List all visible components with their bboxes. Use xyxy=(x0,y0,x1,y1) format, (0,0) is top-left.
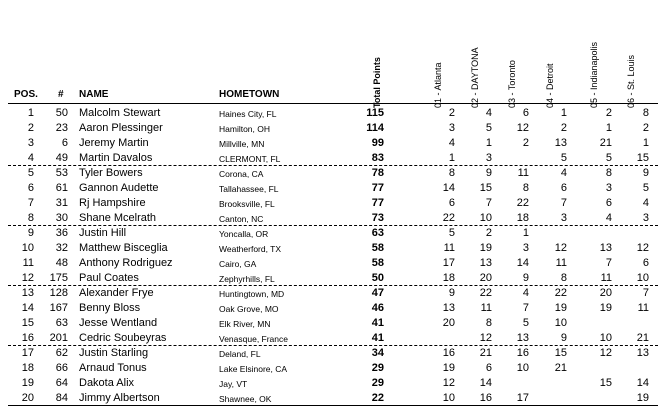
header-total-points: Total Points xyxy=(372,57,382,108)
table-row xyxy=(0,241,666,256)
total-points-cell: 77 xyxy=(371,197,384,209)
round-5-points-cell: 13 xyxy=(599,242,612,254)
rider-number-cell: 36 xyxy=(55,227,68,239)
round-4-points-cell: 11 xyxy=(555,257,567,269)
hometown-cell: Oak Grove, MO xyxy=(219,304,279,314)
rider-number-cell: 48 xyxy=(55,257,68,269)
round-1-points-cell: 10 xyxy=(442,392,455,404)
position-cell: 10 xyxy=(21,242,34,254)
round-4-points-cell: 10 xyxy=(554,317,567,329)
round-5-points-cell: 19 xyxy=(599,302,612,314)
table-row xyxy=(0,301,666,316)
total-points-cell: 114 xyxy=(366,122,384,134)
table-row xyxy=(0,316,666,331)
header-divider xyxy=(8,103,658,104)
round-1-points-cell: 1 xyxy=(448,152,455,164)
round-5-points-cell: 10 xyxy=(599,332,612,344)
position-cell: 18 xyxy=(21,362,34,374)
round-2-points-cell: 7 xyxy=(485,197,492,209)
rider-number-cell: 167 xyxy=(49,302,68,314)
round-5-points-cell: 11 xyxy=(600,272,612,284)
round-5-points-cell: 8 xyxy=(605,167,612,179)
table-row xyxy=(0,346,666,361)
round-4-points-cell: 5 xyxy=(560,152,567,164)
rider-name-cell: Benny Bloss xyxy=(79,302,141,314)
total-points-cell: 115 xyxy=(366,107,384,119)
round-3-points-cell: 13 xyxy=(516,332,529,344)
position-cell: 12 xyxy=(21,272,34,284)
total-points-cell: 99 xyxy=(371,137,384,149)
position-cell: 15 xyxy=(21,317,34,329)
rider-name-cell: Justin Starling xyxy=(79,347,149,359)
round-3-points-cell: 8 xyxy=(522,182,529,194)
header-round-1: 01 - Atlanta xyxy=(433,62,443,108)
round-2-points-cell: 14 xyxy=(479,377,492,389)
total-points-cell: 29 xyxy=(371,362,384,374)
round-5-points-cell: 21 xyxy=(599,137,612,149)
rider-name-cell: Anthony Rodriguez xyxy=(79,257,173,269)
hometown-cell: Huntingtown, MD xyxy=(219,289,285,299)
position-cell: 17 xyxy=(21,347,34,359)
round-5-points-cell: 6 xyxy=(605,197,612,209)
total-points-cell: 58 xyxy=(371,257,384,269)
total-points-cell: 41 xyxy=(371,317,384,329)
position-cell: 20 xyxy=(21,392,34,404)
round-1-points-cell: 3 xyxy=(448,122,455,134)
round-1-points-cell: 8 xyxy=(448,167,455,179)
rider-number-cell: 64 xyxy=(55,377,68,389)
round-6-points-cell: 14 xyxy=(636,377,649,389)
rider-name-cell: Matthew Bisceglia xyxy=(79,242,168,254)
rider-number-cell: 53 xyxy=(55,167,68,179)
total-points-cell: 50 xyxy=(371,272,384,284)
rider-number-cell: 49 xyxy=(55,152,68,164)
round-1-points-cell: 9 xyxy=(448,287,455,299)
position-cell: 7 xyxy=(27,197,34,209)
round-1-points-cell: 18 xyxy=(442,272,455,284)
total-points-cell: 34 xyxy=(371,347,384,359)
table-row xyxy=(0,271,666,286)
header-name: NAME xyxy=(79,89,109,100)
round-1-points-cell: 5 xyxy=(448,227,455,239)
rider-name-cell: Shane Mcelrath xyxy=(79,212,157,224)
position-cell: 6 xyxy=(27,182,34,194)
round-2-points-cell: 3 xyxy=(485,152,492,164)
round-6-points-cell: 21 xyxy=(636,332,649,344)
rider-name-cell: Malcolm Stewart xyxy=(79,107,161,119)
round-6-points-cell: 10 xyxy=(636,272,649,284)
round-3-points-cell: 4 xyxy=(522,287,529,299)
round-2-points-cell: 11 xyxy=(480,302,492,314)
round-6-points-cell: 11 xyxy=(637,302,649,314)
rider-number-cell: 50 xyxy=(55,107,68,119)
round-6-points-cell: 5 xyxy=(642,182,649,194)
rider-name-cell: Gannon Audette xyxy=(79,182,159,194)
round-4-points-cell: 13 xyxy=(554,137,567,149)
rider-name-cell: Justin Hill xyxy=(79,227,127,239)
round-3-points-cell: 14 xyxy=(516,257,529,269)
rider-name-cell: Jimmy Albertson xyxy=(79,392,160,404)
hometown-cell: Millville, MN xyxy=(219,139,265,149)
table-row xyxy=(0,196,666,211)
hometown-cell: Tallahassee, FL xyxy=(219,184,279,194)
rider-number-cell: 128 xyxy=(49,287,68,299)
table-row xyxy=(0,166,666,181)
table-row xyxy=(0,256,666,271)
hometown-cell: Jay, VT xyxy=(219,379,248,389)
round-1-points-cell: 11 xyxy=(443,242,455,254)
hometown-cell: Venasque, France xyxy=(219,334,288,344)
round-4-points-cell: 8 xyxy=(560,272,567,284)
round-3-points-cell: 12 xyxy=(516,122,529,134)
hometown-cell: Elk River, MN xyxy=(219,319,271,329)
table-row xyxy=(0,136,666,151)
round-2-points-cell: 10 xyxy=(479,212,492,224)
round-6-points-cell: 3 xyxy=(642,212,649,224)
rider-number-cell: 63 xyxy=(55,317,68,329)
rider-name-cell: Cedric Soubeyras xyxy=(79,332,167,344)
hometown-cell: Yoncalla, OR xyxy=(219,229,269,239)
round-2-points-cell: 2 xyxy=(485,227,492,239)
table-row xyxy=(0,286,666,301)
hometown-cell: Shawnee, OK xyxy=(219,394,272,404)
position-cell: 8 xyxy=(27,212,34,224)
round-5-points-cell: 12 xyxy=(599,347,612,359)
header-round-5: 05 - Indianapolis xyxy=(589,41,599,108)
round-3-points-cell: 16 xyxy=(516,347,529,359)
round-5-points-cell: 20 xyxy=(599,287,612,299)
rider-number-cell: 6 xyxy=(61,137,68,149)
round-2-points-cell: 12 xyxy=(479,332,492,344)
round-6-points-cell: 6 xyxy=(642,257,649,269)
table-row xyxy=(0,211,666,226)
round-2-points-cell: 16 xyxy=(479,392,492,404)
rider-name-cell: Jesse Wentland xyxy=(79,317,158,329)
round-5-points-cell: 3 xyxy=(605,182,612,194)
round-6-points-cell: 13 xyxy=(636,347,649,359)
row-divider xyxy=(8,405,658,406)
header-round-4: 04 - Detroit xyxy=(545,63,555,108)
header-round-2: 02 - DAYTONA xyxy=(470,47,480,108)
round-4-points-cell: 7 xyxy=(560,197,567,209)
rider-number-cell: 32 xyxy=(55,242,68,254)
round-5-points-cell: 4 xyxy=(605,212,612,224)
hometown-cell: Cairo, GA xyxy=(219,259,257,269)
round-1-points-cell: 13 xyxy=(442,302,455,314)
position-cell: 16 xyxy=(21,332,34,344)
rider-number-cell: 23 xyxy=(55,122,68,134)
round-2-points-cell: 8 xyxy=(485,317,492,329)
total-points-cell: 46 xyxy=(371,302,384,314)
total-points-cell: 63 xyxy=(371,227,384,239)
round-2-points-cell: 21 xyxy=(479,347,492,359)
round-4-points-cell: 2 xyxy=(560,122,567,134)
rider-number-cell: 66 xyxy=(55,362,68,374)
total-points-cell: 22 xyxy=(371,392,384,404)
round-3-points-cell: 2 xyxy=(522,137,529,149)
rider-name-cell: Jeremy Martin xyxy=(79,137,149,149)
rider-name-cell: Alexander Frye xyxy=(79,287,154,299)
rider-name-cell: Rj Hampshire xyxy=(79,197,146,209)
round-2-points-cell: 20 xyxy=(479,272,492,284)
total-points-cell: 77 xyxy=(371,182,384,194)
round-4-points-cell: 22 xyxy=(554,287,567,299)
hometown-cell: Lake Elsinore, CA xyxy=(219,364,288,374)
rider-name-cell: Dakota Alix xyxy=(79,377,135,389)
round-4-points-cell: 19 xyxy=(554,302,567,314)
rider-number-cell: 62 xyxy=(55,347,68,359)
round-2-points-cell: 9 xyxy=(485,167,492,179)
position-cell: 13 xyxy=(21,287,34,299)
header-pos: POS. xyxy=(14,89,38,100)
round-2-points-cell: 4 xyxy=(485,107,492,119)
round-4-points-cell: 9 xyxy=(560,332,567,344)
round-4-points-cell: 6 xyxy=(560,182,567,194)
rider-name-cell: Arnaud Tonus xyxy=(79,362,147,374)
round-6-points-cell: 1 xyxy=(642,137,649,149)
round-4-points-cell: 1 xyxy=(560,107,567,119)
round-5-points-cell: 1 xyxy=(605,122,612,134)
header-hometown: HOMETOWN xyxy=(219,89,280,100)
round-1-points-cell: 17 xyxy=(442,257,455,269)
table-row xyxy=(0,106,666,121)
round-2-points-cell: 22 xyxy=(479,287,492,299)
round-3-points-cell: 10 xyxy=(516,362,529,374)
round-3-points-cell: 18 xyxy=(516,212,529,224)
round-2-points-cell: 6 xyxy=(485,362,492,374)
total-points-cell: 78 xyxy=(371,167,384,179)
round-3-points-cell: 6 xyxy=(522,107,529,119)
rider-name-cell: Paul Coates xyxy=(79,272,139,284)
round-2-points-cell: 5 xyxy=(485,122,492,134)
round-5-points-cell: 5 xyxy=(605,152,612,164)
position-cell: 11 xyxy=(22,257,34,269)
round-2-points-cell: 19 xyxy=(479,242,492,254)
position-cell: 19 xyxy=(21,377,34,389)
round-4-points-cell: 4 xyxy=(560,167,567,179)
round-1-points-cell: 6 xyxy=(448,197,455,209)
hometown-cell: Corona, CA xyxy=(219,169,264,179)
table-row xyxy=(0,121,666,136)
position-cell: 4 xyxy=(27,152,34,164)
table-row xyxy=(0,226,666,241)
round-3-points-cell: 11 xyxy=(517,167,529,179)
round-3-points-cell: 5 xyxy=(522,317,529,329)
round-5-points-cell: 2 xyxy=(605,107,612,119)
rider-name-cell: Tyler Bowers xyxy=(79,167,143,179)
header-number: # xyxy=(58,89,64,100)
hometown-cell: Hamilton, OH xyxy=(219,124,271,134)
round-6-points-cell: 15 xyxy=(636,152,649,164)
round-3-points-cell: 1 xyxy=(522,227,529,239)
total-points-cell: 73 xyxy=(371,212,384,224)
round-6-points-cell: 7 xyxy=(642,287,649,299)
round-5-points-cell: 15 xyxy=(599,377,612,389)
round-1-points-cell: 22 xyxy=(442,212,455,224)
round-2-points-cell: 1 xyxy=(485,137,492,149)
table-row xyxy=(0,361,666,376)
round-5-points-cell: 7 xyxy=(605,257,612,269)
round-6-points-cell: 8 xyxy=(642,107,649,119)
table-row xyxy=(0,391,666,406)
rider-number-cell: 201 xyxy=(49,332,68,344)
position-cell: 3 xyxy=(27,137,34,149)
rider-number-cell: 61 xyxy=(55,182,68,194)
header-round-6: 06 - St. Louis xyxy=(626,54,636,108)
total-points-cell: 47 xyxy=(371,287,384,299)
round-1-points-cell: 19 xyxy=(442,362,455,374)
round-4-points-cell: 15 xyxy=(554,347,567,359)
hometown-cell: Weatherford, TX xyxy=(219,244,282,254)
hometown-cell: Deland, FL xyxy=(219,349,261,359)
round-3-points-cell: 22 xyxy=(516,197,529,209)
round-1-points-cell: 16 xyxy=(442,347,455,359)
round-6-points-cell: 2 xyxy=(642,122,649,134)
round-6-points-cell: 9 xyxy=(642,167,649,179)
rider-name-cell: Aaron Plessinger xyxy=(79,122,163,134)
position-cell: 14 xyxy=(21,302,34,314)
round-4-points-cell: 3 xyxy=(560,212,567,224)
round-2-points-cell: 13 xyxy=(479,257,492,269)
round-6-points-cell: 4 xyxy=(642,197,649,209)
rider-number-cell: 31 xyxy=(55,197,68,209)
round-4-points-cell: 21 xyxy=(554,362,567,374)
round-1-points-cell: 4 xyxy=(448,137,455,149)
table-row xyxy=(0,376,666,391)
round-1-points-cell: 12 xyxy=(442,377,455,389)
total-points-cell: 83 xyxy=(371,152,384,164)
hometown-cell: Canton, NC xyxy=(219,214,264,224)
position-cell: 1 xyxy=(27,107,34,119)
hometown-cell: Haines City, FL xyxy=(219,109,277,119)
rider-number-cell: 30 xyxy=(55,212,68,224)
round-3-points-cell: 17 xyxy=(516,392,529,404)
position-cell: 5 xyxy=(27,167,34,179)
header-round-3: 03 - Toronto xyxy=(507,60,517,108)
total-points-cell: 29 xyxy=(371,377,384,389)
position-cell: 9 xyxy=(27,227,34,239)
round-6-points-cell: 12 xyxy=(636,242,649,254)
total-points-cell: 41 xyxy=(371,332,384,344)
rider-number-cell: 84 xyxy=(55,392,68,404)
round-1-points-cell: 14 xyxy=(442,182,455,194)
table-row xyxy=(0,181,666,196)
hometown-cell: CLERMONT, FL xyxy=(219,154,281,164)
round-3-points-cell: 9 xyxy=(522,272,529,284)
round-1-points-cell: 2 xyxy=(448,107,455,119)
round-1-points-cell: 20 xyxy=(442,317,455,329)
position-cell: 2 xyxy=(27,122,34,134)
round-6-points-cell: 19 xyxy=(636,392,649,404)
hometown-cell: Zephyrhills, FL xyxy=(219,274,275,284)
round-3-points-cell: 7 xyxy=(522,302,529,314)
rider-name-cell: Martin Davalos xyxy=(79,152,153,164)
hometown-cell: Brooksville, FL xyxy=(219,199,275,209)
round-2-points-cell: 15 xyxy=(479,182,492,194)
round-3-points-cell: 3 xyxy=(522,242,529,254)
table-row xyxy=(0,331,666,346)
total-points-cell: 58 xyxy=(371,242,384,254)
table-row xyxy=(0,151,666,166)
rider-number-cell: 175 xyxy=(49,272,68,284)
round-4-points-cell: 12 xyxy=(554,242,567,254)
